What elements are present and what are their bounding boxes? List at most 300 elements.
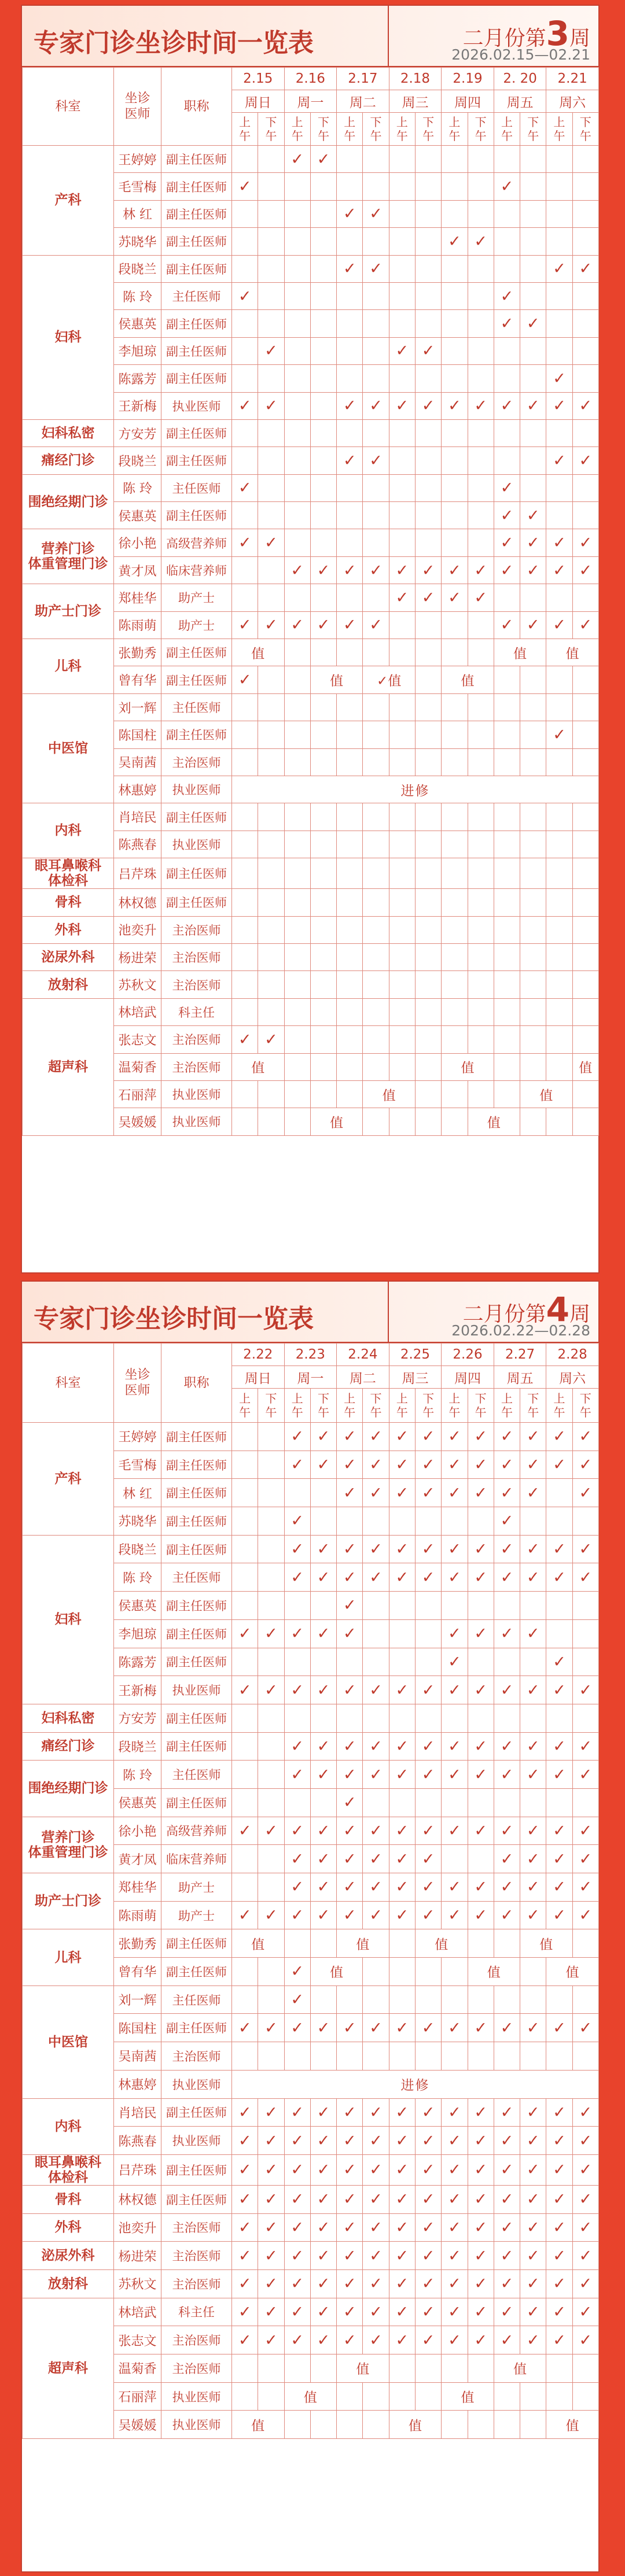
slot-cell: ✓: [546, 2269, 572, 2298]
slot-cell: [337, 858, 363, 889]
slot-cell: [363, 943, 389, 970]
slot-cell: [363, 502, 389, 529]
slot-cell: [258, 1845, 284, 1873]
slot-cell: ✓: [363, 611, 389, 639]
slot-cell: ✓: [546, 1845, 572, 1873]
slot-cell: [572, 1507, 598, 1536]
slot-cell: ✓: [337, 1676, 363, 1704]
doctor-name: 陈露芳: [114, 365, 161, 392]
slot-cell: [389, 365, 415, 392]
slot-cell: [442, 721, 468, 748]
slot-cell: ✓: [415, 584, 441, 611]
slot-cell: [232, 831, 258, 858]
slot-cell: ✓: [546, 1761, 572, 1789]
slot-cell: ✓: [363, 2242, 389, 2270]
am-header: 上 午: [442, 1389, 468, 1423]
slot-cell: ✓: [572, 255, 598, 282]
slot-cell: [546, 916, 572, 943]
slot-cell: ✓: [389, 2242, 415, 2270]
slot-cell: [258, 1535, 284, 1563]
slot-cell: ✓: [442, 556, 468, 584]
slot-cell: ✓: [284, 1619, 310, 1648]
slot-cell: [232, 748, 258, 776]
slot-cell: [415, 1053, 441, 1080]
doctor-name: 陈 玲: [114, 282, 161, 309]
doctor-name: 林惠婷: [114, 776, 161, 803]
am-header: 上 午: [337, 113, 363, 146]
slot-cell: [442, 529, 468, 556]
slot-cell: ✓: [337, 2213, 363, 2242]
slot-cell: ✓: [232, 2269, 258, 2298]
slot-cell: ✓: [232, 2185, 258, 2213]
slot-cell: ✓: [284, 2213, 310, 2242]
slot-cell: [363, 228, 389, 255]
slot-cell: [546, 282, 572, 309]
slot-cell: ✓: [232, 1026, 258, 1053]
slot-cell: [232, 1535, 258, 1563]
slot-cell: ✓: [258, 2154, 284, 2185]
slot-cell: ✓: [310, 2185, 336, 2213]
slot-cell: [442, 889, 468, 916]
doctor-title: 主治医师: [161, 2269, 232, 2298]
week-box: [388, 1282, 602, 1342]
slot-cell: ✓: [442, 1732, 468, 1761]
slot-cell: ✓: [520, 1535, 546, 1563]
doctor-name: 苏晓华: [114, 228, 161, 255]
slot-cell: [494, 721, 520, 748]
slot-cell: [363, 2411, 389, 2439]
slot-cell: [337, 2042, 363, 2071]
slot-cell: ✓: [363, 2213, 389, 2242]
slot-cell: [546, 1619, 572, 1648]
slot-cell: [284, 392, 310, 419]
slot-cell: ✓: [546, 2127, 572, 2155]
slot-cell: [468, 447, 494, 474]
doctor-name: 杨进荣: [114, 2242, 161, 2270]
slot-cell: [494, 1648, 520, 1676]
slot-cell: ✓: [546, 1563, 572, 1592]
slot-cell: ✓: [494, 1507, 520, 1536]
slot-cell: [258, 971, 284, 998]
slot-cell: [520, 419, 546, 446]
slot-cell: [572, 2042, 598, 2071]
slot-cell: [494, 255, 520, 282]
weekday-cell: 周二: [337, 1366, 389, 1389]
slot-cell: ✓: [337, 1451, 363, 1479]
slot-cell: ✓: [520, 2213, 546, 2242]
slot-cell: [389, 1507, 415, 1536]
doctor-title: 执业医师: [161, 1108, 232, 1135]
slot-cell: [546, 1985, 572, 2014]
slot-cell: ✓: [572, 611, 598, 639]
duty-cell: 值: [310, 666, 363, 693]
duty-cell: 值: [546, 2411, 599, 2439]
slot-cell: [415, 1108, 441, 1135]
slot-cell: [442, 1026, 468, 1053]
slot-cell: [389, 889, 415, 916]
slot-cell: ✓: [546, 1648, 572, 1676]
doctor-title: 执业医师: [161, 2411, 232, 2439]
slot-cell: [310, 1026, 336, 1053]
slot-cell: ✓: [415, 2326, 441, 2354]
table-row: [23, 447, 599, 474]
slot-cell: [389, 447, 415, 474]
slot-cell: [363, 803, 389, 831]
slot-cell: ✓: [232, 1676, 258, 1704]
slot-cell: [258, 556, 284, 584]
slot-cell: [520, 831, 546, 858]
doctor-name: 侯惠英: [114, 1788, 161, 1817]
slot-cell: [232, 889, 258, 916]
slot-cell: [572, 337, 598, 364]
slot-cell: [258, 889, 284, 916]
slot-cell: [337, 228, 363, 255]
slot-cell: [572, 1929, 598, 1958]
slot-cell: [232, 1648, 258, 1676]
slot-cell: ✓: [284, 2298, 310, 2326]
slot-cell: [389, 831, 415, 858]
slot-cell: ✓: [337, 2098, 363, 2127]
slot-cell: ✓: [337, 1788, 363, 1817]
slot-cell: [363, 693, 389, 721]
slot-cell: ✓: [232, 392, 258, 419]
slot-cell: [546, 1704, 572, 1732]
doctor-title: 主治医师: [161, 2326, 232, 2354]
slot-cell: [468, 1845, 494, 1873]
date-cell: 2.25: [389, 1344, 442, 1366]
slot-cell: [572, 1592, 598, 1620]
table-row: [23, 2242, 599, 2270]
doctor-name: 苏秋文: [114, 971, 161, 998]
slot-cell: ✓: [520, 1563, 546, 1592]
slot-cell: [494, 419, 520, 446]
doctor-name: 李旭琼: [114, 1619, 161, 1648]
slot-cell: ✓: [363, 2326, 389, 2354]
slot-cell: [494, 1592, 520, 1620]
slot-cell: ✓: [494, 1451, 520, 1479]
slot-cell: [546, 831, 572, 858]
slot-cell: ✓: [310, 1619, 336, 1648]
slot-cell: ✓: [442, 2154, 468, 2185]
slot-cell: ✓: [442, 1535, 468, 1563]
slot-cell: [389, 1026, 415, 1053]
slot-cell: [415, 282, 441, 309]
doctor-title: 主治医师: [161, 943, 232, 970]
table-row: [23, 474, 599, 501]
slot-cell: [546, 748, 572, 776]
slot-cell: [284, 1648, 310, 1676]
doctor-title: 助产士: [161, 1901, 232, 1929]
date-cell: 2.19: [442, 68, 494, 90]
slot-cell: [468, 1648, 494, 1676]
week-number: 3: [546, 14, 569, 53]
dept-cell: 营养门诊 体重管理门诊: [23, 1817, 114, 1873]
slot-cell: [415, 1788, 441, 1817]
doctor-name: 刘一辉: [114, 693, 161, 721]
slot-cell: [415, 1026, 441, 1053]
doctor-title: 副主任医师: [161, 1732, 232, 1761]
doctor-title: 科主任: [161, 2298, 232, 2326]
dept-cell: 围绝经期门诊: [23, 1761, 114, 1817]
duty-cell: 值: [415, 1929, 468, 1958]
slot-cell: [337, 1704, 363, 1732]
slot-cell: [284, 971, 310, 998]
slot-cell: [415, 365, 441, 392]
slot-cell: ✓: [363, 2154, 389, 2185]
schedule-title: 专家门诊坐诊时间一览表: [34, 28, 314, 58]
slot-cell: [442, 2042, 468, 2071]
slot-cell: ✓: [494, 1845, 520, 1873]
slot-cell: [572, 474, 598, 501]
pm-header: 下 午: [520, 113, 546, 146]
slot-cell: [572, 1619, 598, 1648]
slot-cell: ✓: [389, 1479, 415, 1507]
slot-cell: [494, 2382, 520, 2411]
week-prefix: 二月份第: [462, 1302, 546, 1326]
slot-cell: ✓: [389, 1732, 415, 1761]
slot-cell: [520, 173, 546, 200]
slot-cell: [363, 173, 389, 200]
slot-cell: ✓: [363, 1761, 389, 1789]
duty-cell: 值: [520, 1080, 573, 1108]
slot-cell: ✓: [389, 1901, 415, 1929]
am-header: 上 午: [389, 1389, 415, 1423]
doctor-name: 池奕升: [114, 2213, 161, 2242]
doctor-name: 陈雨萌: [114, 611, 161, 639]
dept-cell: 中医馆: [23, 1985, 114, 2098]
slot-cell: [494, 998, 520, 1025]
doctor-name: 陈 玲: [114, 1761, 161, 1789]
slot-cell: [284, 666, 310, 693]
slot-cell: ✓: [284, 1507, 310, 1536]
slot-cell: ✓: [337, 2298, 363, 2326]
slot-cell: [363, 1026, 389, 1053]
doctor-title: 执业医师: [161, 2127, 232, 2155]
slot-cell: ✓: [337, 611, 363, 639]
am-header: 上 午: [232, 113, 258, 146]
week-prefix: 二月份第: [462, 27, 546, 50]
slot-cell: [468, 803, 494, 831]
slot-cell: [284, 916, 310, 943]
doctor-title: 副主任医师: [161, 858, 232, 889]
slot-cell: ✓: [284, 1845, 310, 1873]
slot-cell: [415, 721, 441, 748]
slot-cell: [572, 693, 598, 721]
table-row: [23, 803, 599, 831]
slot-cell: ✓: [284, 2326, 310, 2354]
slot-cell: [442, 2411, 468, 2439]
slot-cell: ✓: [520, 2298, 546, 2326]
duty-cell: 值: [232, 1053, 285, 1080]
pm-header: 下 午: [258, 1389, 284, 1423]
slot-cell: ✓: [363, 2014, 389, 2042]
duty-cell: 值: [572, 1053, 598, 1080]
slot-cell: ✓: [520, 2014, 546, 2042]
slot-cell: ✓: [389, 2127, 415, 2155]
doctor-title: 副主任医师: [161, 365, 232, 392]
slot-cell: [258, 200, 284, 227]
slot-cell: ✓: [389, 1761, 415, 1789]
dept-cell: 儿科: [23, 639, 114, 694]
slot-cell: ✓: [546, 2098, 572, 2127]
slot-cell: ✓: [415, 1873, 441, 1902]
slot-cell: ✓: [520, 1479, 546, 1507]
duty-cell: 值: [468, 1958, 520, 1986]
slot-cell: ✓: [337, 2326, 363, 2354]
slot-cell: ✓: [232, 474, 258, 501]
slot-cell: [520, 2382, 546, 2411]
slot-cell: ✓: [442, 584, 468, 611]
slot-cell: [468, 1788, 494, 1817]
slot-cell: [337, 584, 363, 611]
slot-cell: [337, 916, 363, 943]
slot-cell: [284, 447, 310, 474]
slot-cell: [468, 474, 494, 501]
table-row: [23, 639, 599, 666]
slot-cell: ✓: [415, 1901, 441, 1929]
doctor-name: 石丽萍: [114, 2382, 161, 2411]
date-cell: 2.24: [337, 1344, 389, 1366]
slot-cell: [389, 228, 415, 255]
slot-cell: [415, 502, 441, 529]
slot-cell: [232, 916, 258, 943]
slot-cell: ✓: [415, 2185, 441, 2213]
slot-cell: ✓: [310, 611, 336, 639]
doctor-name: 林权德: [114, 2185, 161, 2213]
slot-cell: ✓: [468, 1732, 494, 1761]
slot-cell: ✓: [494, 1761, 520, 1789]
slot-cell: ✓: [572, 447, 598, 474]
slot-cell: ✓: [232, 282, 258, 309]
doctor-name: 吕芹珠: [114, 858, 161, 889]
dept-cell: 泌尿外科: [23, 2242, 114, 2270]
am-header: 上 午: [546, 1389, 572, 1423]
duty-cell: 值: [520, 1929, 573, 1958]
slot-cell: ✓: [415, 1563, 441, 1592]
doctor-title: 副主任医师: [161, 1788, 232, 1817]
slot-cell: ✓: [572, 2326, 598, 2354]
slot-cell: [258, 2354, 284, 2383]
slot-cell: ✓: [520, 2269, 546, 2298]
slot-cell: [284, 365, 310, 392]
slot-cell: [232, 584, 258, 611]
slot-cell: ✓: [310, 1676, 336, 1704]
slot-cell: ✓: [572, 1563, 598, 1592]
slot-cell: [389, 173, 415, 200]
pm-header: 下 午: [415, 113, 441, 146]
slot-cell: [468, 916, 494, 943]
slot-cell: [389, 1788, 415, 1817]
schedule-table: [22, 67, 599, 1136]
slot-cell: [310, 2354, 336, 2383]
slot-cell: ✓: [520, 1423, 546, 1451]
slot-cell: ✓: [494, 611, 520, 639]
slot-cell: ✓: [468, 584, 494, 611]
slot-cell: [546, 998, 572, 1025]
date-header-row: [23, 68, 599, 90]
slot-cell: [468, 529, 494, 556]
slot-cell: [468, 1929, 494, 1958]
slot-cell: [232, 1761, 258, 1789]
doctor-title: 主治医师: [161, 2242, 232, 2270]
slot-cell: ✓: [284, 556, 310, 584]
slot-cell: ✓: [389, 337, 415, 364]
status-span: 进修: [232, 2070, 599, 2098]
slot-cell: ✓: [572, 2127, 598, 2155]
slot-cell: [572, 721, 598, 748]
slot-cell: [520, 2411, 546, 2439]
slot-cell: ✓: [389, 584, 415, 611]
doctor-title: 副主任医师: [161, 200, 232, 227]
slot-cell: [415, 2382, 441, 2411]
table-row: [23, 693, 599, 721]
slot-cell: [520, 2042, 546, 2071]
slot-cell: ✓: [520, 611, 546, 639]
table-row: [23, 943, 599, 970]
date-cell: 2.21: [546, 68, 599, 90]
slot-cell: [468, 146, 494, 173]
slot-cell: ✓: [258, 1817, 284, 1845]
slot-cell: ✓: [546, 556, 572, 584]
slot-cell: [546, 200, 572, 227]
dept-cell: 妇科: [23, 1535, 114, 1704]
slot-cell: ✓: [442, 228, 468, 255]
am-header: 上 午: [389, 113, 415, 146]
dept-cell: 妇科: [23, 255, 114, 419]
slot-cell: ✓: [337, 2242, 363, 2270]
slot-cell: ✓: [232, 2127, 258, 2155]
slot-cell: [363, 474, 389, 501]
slot-cell: [389, 721, 415, 748]
doctor-title: 副主任医师: [161, 1423, 232, 1451]
slot-cell: [572, 1985, 598, 2014]
am-header: 上 午: [284, 113, 310, 146]
slot-cell: ✓: [284, 1535, 310, 1563]
doctor-name: 黄才凤: [114, 556, 161, 584]
slot-cell: [232, 337, 258, 364]
table-row: [23, 2298, 599, 2326]
schedule-header: [22, 1282, 598, 1343]
doctor-header: 坐诊 医师: [114, 68, 161, 146]
slot-cell: ✓: [389, 1423, 415, 1451]
doctor-name: 石丽萍: [114, 1080, 161, 1108]
doctor-title: 执业医师: [161, 2070, 232, 2098]
dept-cell: 外科: [23, 2213, 114, 2242]
slot-cell: [468, 1592, 494, 1620]
doctor-title: 副主任医师: [161, 2185, 232, 2213]
doctor-title: 副主任医师: [161, 173, 232, 200]
doctor-title: 副主任医师: [161, 310, 232, 337]
slot-cell: [494, 447, 520, 474]
dept-cell: 儿科: [23, 1929, 114, 1985]
pm-header: 下 午: [310, 1389, 336, 1423]
slot-cell: [258, 858, 284, 889]
duty-cell: 值: [546, 1958, 599, 1986]
slot-cell: ✓: [520, 310, 546, 337]
slot-cell: [572, 2382, 598, 2411]
doctor-name: 温菊香: [114, 1053, 161, 1080]
doctor-name: 苏晓华: [114, 1507, 161, 1536]
slot-cell: [546, 1026, 572, 1053]
doctor-name: 陈国柱: [114, 2014, 161, 2042]
doctor-title: 主任医师: [161, 1563, 232, 1592]
slot-cell: ✓: [415, 1817, 441, 1845]
slot-cell: [337, 1026, 363, 1053]
dept-header: 科室: [23, 1344, 114, 1423]
slot-cell: [284, 831, 310, 858]
slot-cell: [284, 1080, 310, 1108]
table-row: [23, 1929, 599, 1958]
